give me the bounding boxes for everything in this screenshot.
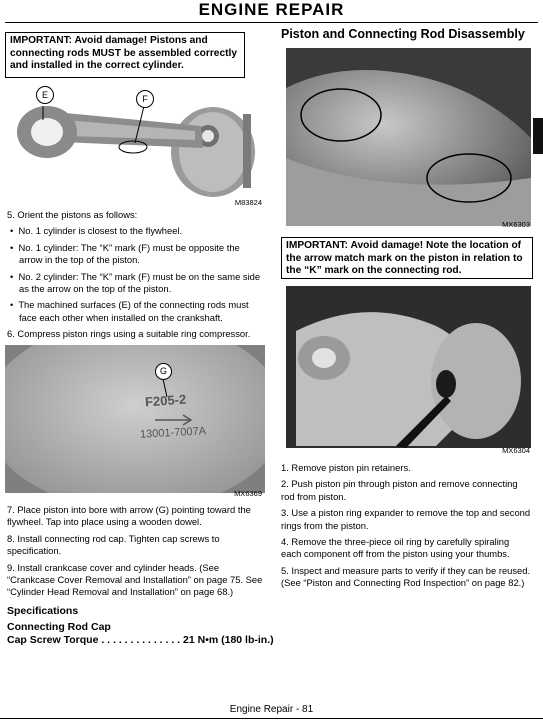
instructions-right xyxy=(281,462,531,594)
piston-rod-closeup-photo xyxy=(286,48,531,226)
header-rule xyxy=(5,22,538,23)
callout-f: F xyxy=(136,90,154,108)
figure-piston-disassembly xyxy=(286,48,531,226)
bullet-1: • No. 1 cylinder is closest to the flywheel. xyxy=(10,225,183,237)
callout-e: E xyxy=(36,86,54,104)
bullet-4: • The machined surfaces (E) of the connecting rods must face each other when installed on the crankshaft. xyxy=(10,299,249,323)
step-r3: 3. Use a piston ring expander to remove the top and second rings from the piston. xyxy=(281,507,531,531)
step-6: 6. Compress piston rings using a suitable ring compressor. xyxy=(7,328,251,340)
figure-code-mx6304: MX6304 xyxy=(502,446,530,455)
important-box-left: IMPORTANT: Avoid damage! Pistons and connecting rods MUST be assembled correctly and installed in the correct cylinder. xyxy=(5,32,245,78)
section-title: Piston and Connecting Rod Disassembly xyxy=(281,27,525,41)
callout-g: G xyxy=(155,363,172,380)
instructions-left-top xyxy=(7,209,265,345)
piston-stamp-1: F205-2 xyxy=(144,391,187,410)
step-r4: 4. Remove the three-piece oil ring by carefully spiraling each component off from the piston using your thumbs. xyxy=(281,536,510,560)
instructions-left-bottom xyxy=(7,504,269,603)
step-9: 9. Install crankcase cover and cylinder heads. (See “Crankcase Cover Removal and Installation” on page 75. See “Cylinder Head Removal and Installation” on page 68.) xyxy=(7,561,263,598)
spec-torque-line: Cap Screw Torque . . . . . . . . . . . . . . 21 N•m (180 lb-in.) xyxy=(7,634,274,646)
important-box-right: IMPORTANT: Avoid damage! Note the location of the arrow match mark on the piston in relation to the “K” mark on the connecting rod. xyxy=(281,237,533,279)
figure-code-mx6303: MX6303 xyxy=(502,220,530,229)
step-5: 5. Orient the pistons as follows: xyxy=(7,209,138,220)
footer-rule xyxy=(0,718,543,719)
page-header-title: ENGINE REPAIR xyxy=(198,0,345,19)
specifications-heading: Specifications xyxy=(7,605,79,617)
figure-code-mx6369: MX6369 xyxy=(234,489,262,498)
spec-subheading: Connecting Rod Cap xyxy=(7,621,111,633)
step-7: 7. Place piston into bore with arrow (G) pointing toward the flywheel. Tap into place using a wooden dowel. xyxy=(7,504,251,528)
piston-top-photo xyxy=(5,345,265,493)
section-thumb-tab xyxy=(533,118,543,154)
step-r2: 2. Push piston pin through piston and remove connecting rod from piston. xyxy=(281,478,518,502)
step-r5: 5. Inspect and measure parts to verify if they can be reused. (See “Piston and Connecting Rod Inspection” on page 82.) xyxy=(281,564,531,589)
bullet-2: • No. 1 cylinder: The “K” mark (F) must be opposite the arrow in the top of the piston. xyxy=(10,241,240,266)
figure-pin-removal xyxy=(286,286,531,448)
bullet-3: • No. 2 cylinder: The “K” mark (F) must be on the same side as the arrow on the top of the piston. xyxy=(10,270,261,295)
piston-stamp-2: 13001-7007A xyxy=(139,425,207,441)
pin-removal-photo xyxy=(286,286,531,448)
figure-code-m83824: M83824 xyxy=(234,198,262,207)
figure-piston-top xyxy=(5,345,265,493)
page-footer: Engine Repair - 81 xyxy=(229,704,314,715)
figure-connecting-rod xyxy=(5,84,265,204)
step-r1: 1. Remove piston pin retainers. xyxy=(281,462,411,473)
step-8: 8. Install connecting rod cap. Tighten cap screws to specification. xyxy=(7,532,220,557)
